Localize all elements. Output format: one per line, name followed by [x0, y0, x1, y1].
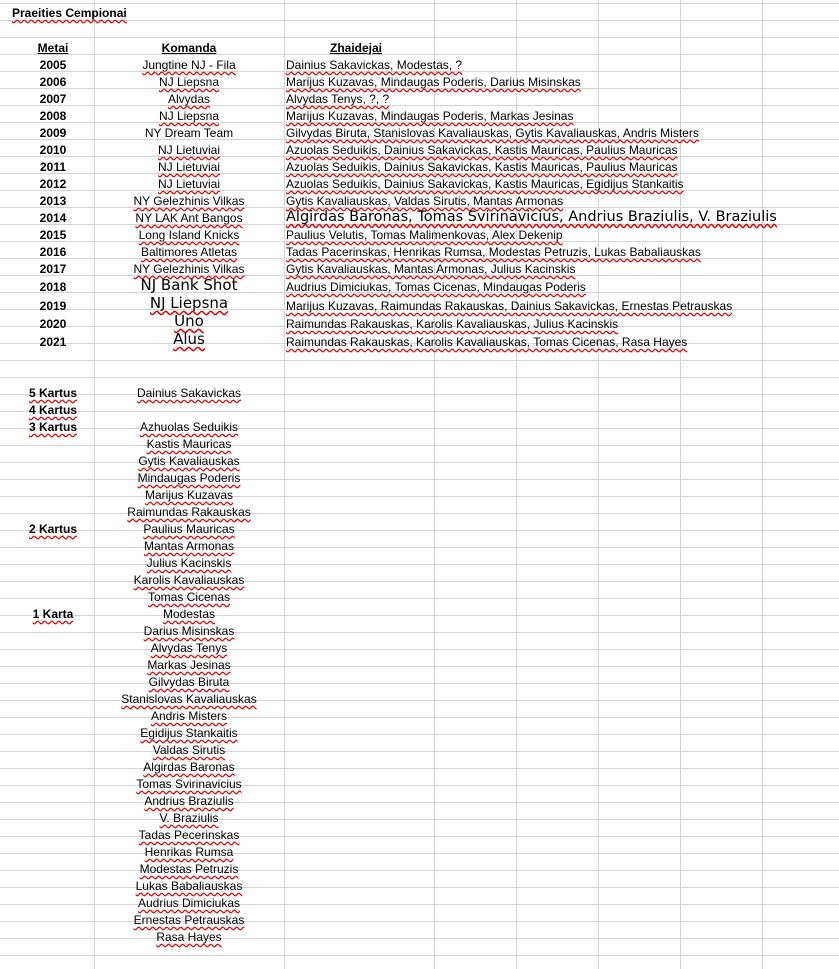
year-cell[interactable]: 2009 [39, 126, 67, 140]
header-players[interactable]: Zhaidejai [330, 41, 383, 55]
year-cell[interactable]: 2011 [39, 160, 67, 174]
players-cell[interactable]: Azuolas Seduikis, Dainius Sakavickas, Kastis Mauricas, Paulius Mauricas [286, 160, 678, 174]
year-cell[interactable]: 2021 [39, 335, 67, 349]
team-cell[interactable]: Uno [174, 312, 204, 330]
players-cell[interactable]: Gytis Kavaliauskas, Valdas Sirutis, Mantas Armonas [286, 194, 564, 208]
year-cell[interactable]: 2005 [39, 58, 67, 72]
player-name-cell[interactable]: Valdas Sirutis [152, 743, 226, 757]
team-cell[interactable]: Jungtine NJ - Fila [142, 58, 236, 72]
year-cell[interactable]: 2008 [39, 109, 67, 123]
year-cell[interactable]: 2013 [39, 194, 67, 208]
team-cell[interactable]: NJ Liepsna [158, 109, 220, 123]
team-cell[interactable]: NY LAK Ant Bangos [135, 211, 243, 225]
team-cell[interactable]: NY Gelezhinis Vilkas [133, 194, 245, 208]
count-label-4[interactable]: 4 Kartus [28, 403, 78, 417]
count-label-5[interactable]: 5 Kartus [28, 386, 78, 400]
players-cell[interactable]: Raimundas Rakauskas, Karolis Kavaliauskas, Tomas Cicenas, Rasa Hayes [286, 335, 688, 349]
player-name-cell[interactable]: Mantas Armonas [143, 539, 235, 553]
team-cell[interactable]: Alus [173, 330, 205, 348]
player-name-cell[interactable]: Ernestas Petrauskas [133, 913, 245, 927]
player-name-cell[interactable]: Gilvydas Biruta [148, 675, 230, 689]
count-label-1[interactable]: 1 Karta [32, 607, 74, 621]
players-cell[interactable]: Alvydas Tenys, ?, ? [286, 92, 390, 106]
players-cell[interactable]: Azuolas Seduikis, Dainius Sakavickas, Kastis Mauricas, Paulius Mauricas [286, 143, 678, 157]
player-name-cell[interactable]: Tadas Pecerinskas [138, 828, 240, 842]
sheet-title[interactable]: Praeities Cempionai [12, 6, 127, 20]
player-name-cell[interactable]: Markas Jesinas [147, 658, 231, 672]
team-cell[interactable]: NJ Lietuviai [157, 177, 221, 191]
year-cell[interactable]: 2006 [39, 75, 67, 89]
player-name-cell[interactable]: Lukas Babaliauskas [135, 879, 243, 893]
team-cell[interactable]: NJ Lietuviai [157, 160, 221, 174]
count-label-3[interactable]: 3 Kartus [28, 420, 78, 434]
player-name-cell[interactable]: Andrius Braziulis [144, 794, 234, 808]
players-cell[interactable]: Paulius Velutis, Tomas Malimenkovas, Alex Dekenip [286, 228, 563, 242]
players-cell[interactable]: Azuolas Seduikis, Dainius Sakavickas, Kastis Mauricas, Egidijus Stankaitis [286, 177, 684, 191]
players-cell[interactable]: Tadas Pacerinskas, Henrikas Rumsa, Modestas Petruzis, Lukas Babaliauskas [286, 245, 701, 259]
players-cell[interactable]: Raimundas Rakauskas, Karolis Kavaliauskas, Julius Kacinskis [286, 317, 619, 331]
players-cell[interactable]: Marijus Kuzavas, Raimundas Rakauskas, Dainius Sakavickas, Ernestas Petrauskas [286, 299, 733, 313]
player-name-cell[interactable]: Algirdas Baronas [143, 760, 235, 774]
players-cell[interactable]: Marijus Kuzavas, Mindaugas Poderis, Darius Misinskas [286, 75, 581, 89]
player-name-cell[interactable]: Rasa Hayes [156, 930, 222, 944]
header-team[interactable]: Komanda [161, 41, 217, 55]
players-cell[interactable]: Marijus Kuzavas, Mindaugas Poderis, Markas Jesinas [286, 109, 574, 123]
year-cell[interactable]: 2010 [39, 143, 67, 157]
player-name-cell[interactable]: Gytis Kavaliauskas [138, 454, 240, 468]
team-cell[interactable]: NJ Liepsna [149, 294, 229, 312]
team-cell[interactable]: NY Dream Team [144, 126, 234, 140]
player-name-cell[interactable]: Mindaugas Poderis [137, 471, 241, 485]
players-cell[interactable]: Algirdas Baronas, Tomas Svirinavicius, Andrius Braziulis, V. Braziulis [286, 209, 777, 225]
player-name-cell[interactable]: Paulius Mauricas [143, 522, 235, 536]
players-cell[interactable]: Gilvydas Biruta, Stanislovas Kavaliauskas, Gytis Kavaliauskas, Andris Misters [286, 126, 699, 140]
player-name-cell[interactable]: Stanislovas Kavaliauskas [121, 692, 257, 706]
player-name-cell[interactable]: V. Braziulis [159, 811, 219, 825]
player-name-cell[interactable]: Julius Kacinskis [146, 556, 232, 570]
player-name-cell[interactable]: Dainius Sakavickas [136, 386, 242, 400]
year-cell[interactable]: 2007 [39, 92, 67, 106]
player-name-cell[interactable]: Tomas Cicenas [147, 590, 231, 604]
players-cell[interactable]: Gytis Kavaliauskas, Mantas Armonas, Julius Kacinskis [286, 262, 576, 276]
team-cell[interactable]: Baltimores Atletas [140, 245, 238, 259]
player-name-cell[interactable]: Modestas Petruzis [139, 862, 239, 876]
player-name-cell[interactable]: Tomas Svirinavicius [136, 777, 242, 791]
team-cell[interactable]: NJ Liepsna [158, 75, 220, 89]
year-cell[interactable]: 2018 [39, 280, 67, 294]
player-name-cell[interactable]: Marijus Kuzavas [144, 488, 234, 502]
player-name-cell[interactable]: Darius Misinskas [143, 624, 235, 638]
player-name-cell[interactable]: Raimundas Rakauskas [127, 505, 251, 519]
player-name-cell[interactable]: Egidijus Stankaitis [140, 726, 238, 740]
team-cell[interactable]: NJ Lietuviai [157, 143, 221, 157]
player-name-cell[interactable]: Alvydas Tenys [150, 641, 228, 655]
players-cell[interactable]: Audrius Dimiciukas, Tomas Cicenas, Mindaugas Poderis [286, 280, 586, 294]
players-cell[interactable]: Dainius Sakavickas, Modestas, ? [286, 58, 463, 72]
year-cell[interactable]: 2016 [39, 245, 67, 259]
player-name-cell[interactable]: Kastis Mauricas [146, 437, 232, 451]
player-name-cell[interactable]: Modestas [162, 607, 216, 621]
team-cell[interactable]: NY Gelezhinis Vilkas [133, 262, 245, 276]
player-name-cell[interactable]: Karolis Kavaliauskas [133, 573, 245, 587]
team-cell[interactable]: Alvydas [167, 92, 211, 106]
team-cell[interactable]: Long Island Knicks [138, 228, 240, 242]
header-year[interactable]: Metai [37, 41, 69, 55]
player-name-cell[interactable]: Andris Misters [150, 709, 227, 723]
year-cell[interactable]: 2015 [39, 228, 67, 242]
year-cell[interactable]: 2019 [39, 299, 67, 313]
year-cell[interactable]: 2020 [39, 317, 67, 331]
year-cell[interactable]: 2017 [39, 262, 67, 276]
year-cell[interactable]: 2012 [39, 177, 67, 191]
player-name-cell[interactable]: Azhuolas Seduikis [139, 420, 239, 434]
count-label-2[interactable]: 2 Kartus [28, 522, 78, 536]
team-cell[interactable]: NJ Bank Shot [140, 276, 238, 294]
player-name-cell[interactable]: Henrikas Rumsa [144, 845, 234, 859]
year-cell[interactable]: 2014 [39, 211, 67, 225]
player-name-cell[interactable]: Audrius Dimiciukas [137, 896, 241, 910]
